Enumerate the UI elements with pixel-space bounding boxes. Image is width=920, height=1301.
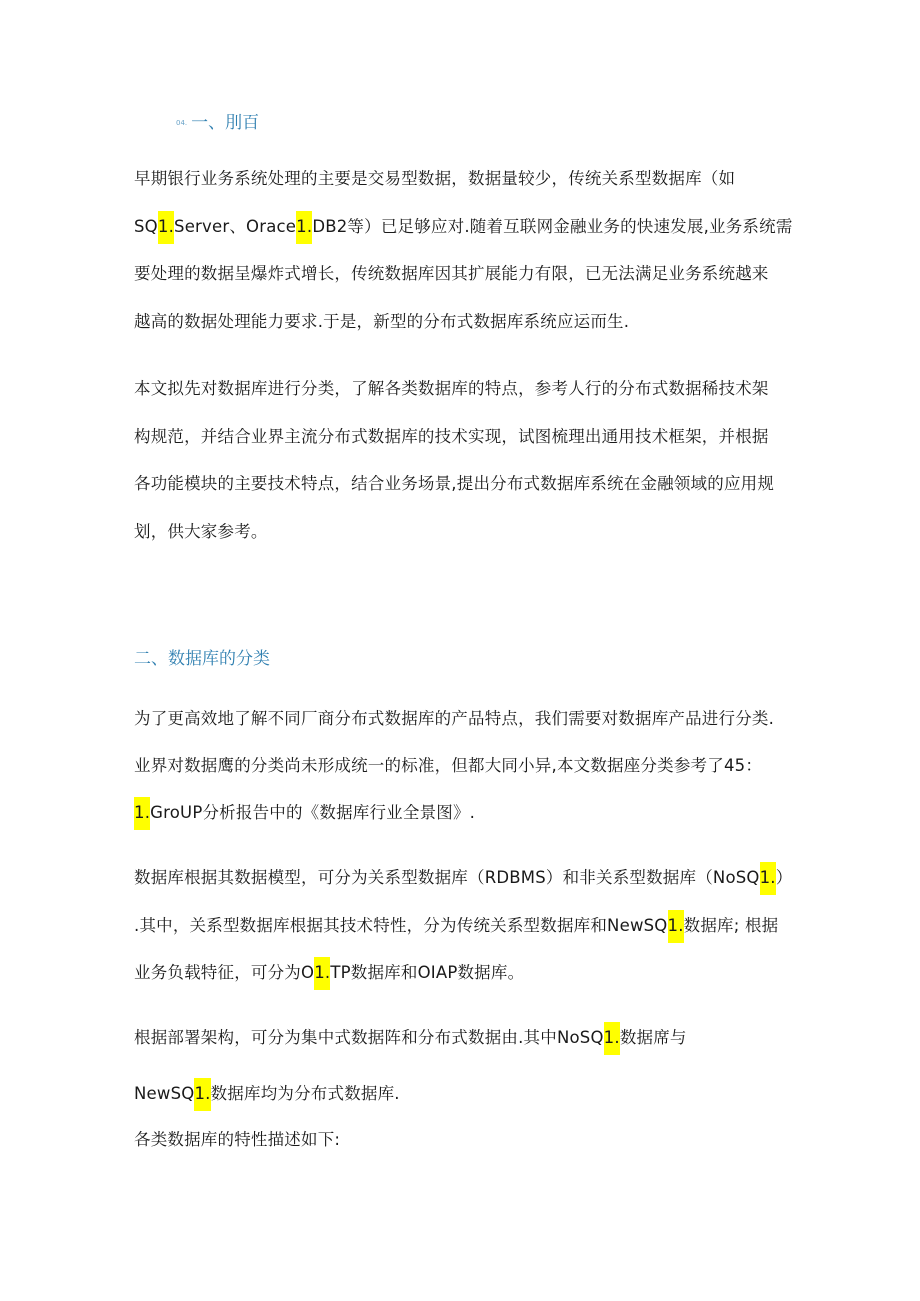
- text-run: SQ: [134, 217, 158, 236]
- highlighted-text: 1.: [760, 862, 776, 895]
- paragraph-line: 为了更高效地了解不同厂商分布式数据库的产品特点，我们需要对数据库产品进行分类.: [134, 709, 775, 728]
- paragraph-line: 本文拟先对数据库进行分类，了解各类数据库的特点，参考人行的分布式数据稀技术架: [134, 379, 769, 398]
- heading-title: 二、数据库的分类: [134, 649, 270, 669]
- highlighted-text: 1.: [314, 957, 330, 990]
- highlighted-text: 1.: [134, 797, 150, 830]
- paragraph-line: 各类数据库的特性描述如下:: [134, 1130, 341, 1149]
- heading-title: 一、刖百: [191, 113, 260, 133]
- text-run: 数据席与: [619, 1028, 687, 1047]
- paragraph-line: [134, 1026, 687, 1050]
- paragraph-line: [134, 215, 793, 239]
- text-run: .其中，关系型数据库根据其技术特性，分为传统关系型数据库和NewSQ: [134, 916, 668, 935]
- text-run: 数据库; 根据: [683, 916, 779, 935]
- heading-prefix: 04.: [176, 119, 188, 127]
- highlighted-text: 1.: [296, 211, 312, 244]
- text-run: GroUP分析报告中的《数据库行业全景图》.: [150, 803, 476, 822]
- text-run: TP数据库和OIAP数据库。: [330, 963, 525, 982]
- paragraph-line: [134, 801, 475, 825]
- text-run: ）: [775, 868, 793, 887]
- text-run: Server、Orace: [174, 217, 297, 236]
- paragraph-line: 早期银行业务系统处理的主要是交易型数据，数据量较少，传统关系型数据库（如: [134, 169, 736, 188]
- paragraph-line: 业界对数据鹰的分类尚未形成统一的标准，但都大同小异,本文数据座分类参考了45：: [134, 756, 763, 775]
- paragraph-line: 各功能模块的主要技术特点，结合业务场景,提出分布式数据库系统在金融领域的应用规: [134, 474, 775, 493]
- paragraph-line: [134, 914, 778, 938]
- section-heading-2: [134, 644, 270, 669]
- text-run: NewSQ: [134, 1084, 195, 1103]
- highlighted-text: 1.: [158, 211, 174, 244]
- text-run: 数据库根据其数据模型，可分为关系型数据库（RDBMS）和非关系型数据库（NoSQ: [134, 868, 760, 887]
- paragraph-line: [134, 866, 792, 890]
- paragraph-line: 构规范，并结合业界主流分布式数据库的技术实现，试图梳理出通用技术框架，并根据: [134, 427, 769, 446]
- text-run: 数据库均为分布式数据库.: [210, 1084, 400, 1103]
- text-run: 根据部署架构，可分为集中式数据阵和分布式数据由.其中NoSQ: [134, 1028, 604, 1047]
- highlighted-text: 1.: [668, 910, 684, 943]
- paragraph-line: 要处理的数据呈爆炸式增长，传统数据库因其扩展能力有限，已无法满足业务系统越来: [134, 264, 769, 283]
- text-run: DB2等）已足够应对.随着互联网金融业务的快速发展,业务系统需: [312, 217, 793, 236]
- paragraph-line: [134, 1082, 400, 1106]
- section-heading-1: [176, 108, 259, 133]
- paragraph-line: 越高的数据处理能力要求.于是，新型的分布式数据库系统应运而生.: [134, 312, 630, 331]
- highlighted-text: 1.: [194, 1078, 210, 1111]
- paragraph-line: [134, 961, 524, 985]
- paragraph-line: 划，供大家参考。: [134, 522, 268, 541]
- highlighted-text: 1.: [604, 1022, 620, 1055]
- text-run: 业务负载特征，可分为O: [134, 963, 315, 982]
